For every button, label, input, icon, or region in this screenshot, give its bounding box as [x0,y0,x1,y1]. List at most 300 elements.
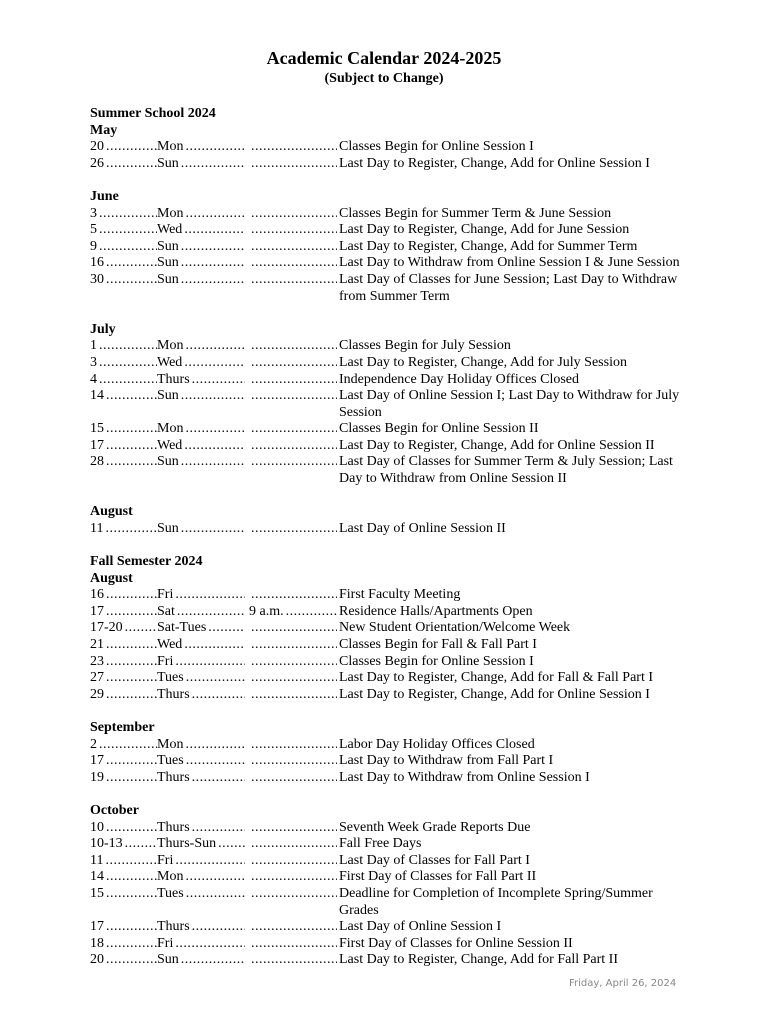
date-cell [90,272,157,289]
date-cell [90,919,157,936]
calendar-row [90,737,710,754]
dot-leader [251,737,337,754]
date-cell [90,853,157,870]
page-title: Academic Calendar 2024-2025 [266,48,502,68]
date: 16 [90,255,104,271]
date-cell [90,670,157,687]
dot-leader [106,753,157,770]
date: 5 [90,222,97,238]
dot-leader [99,206,157,223]
weekday-cell [157,820,245,837]
calendar-row [90,355,710,372]
dot-leader [106,770,157,787]
dot-leader [106,936,157,953]
weekday-cell [157,687,245,704]
date-cell [90,637,157,654]
event-description: Last Day to Register, Change, Add for Online Session I [339,686,650,702]
date: 11 [90,852,104,868]
calendar-body [90,106,710,969]
dot-leader [175,587,245,604]
calendar-row [90,206,710,223]
dot-leader [181,952,245,969]
time-cell [249,156,337,173]
month-heading: July [90,321,116,337]
time-cell [249,620,337,637]
month-heading: October [90,802,139,818]
month-heading: August [90,570,133,586]
calendar-row [90,853,710,870]
date: 2 [90,736,97,752]
dot-leader [251,421,337,438]
calendar-row [90,952,710,969]
weekday: Fri [157,653,174,669]
date-cell [90,604,157,621]
dot-leader [125,620,157,637]
event-description: Last Day to Withdraw from Online Session I [339,769,590,785]
time-cell [249,272,337,289]
time: 9 a.m. [249,603,284,619]
date-cell [90,156,157,173]
dot-leader [251,355,337,372]
time-cell [249,388,337,405]
calendar-row [90,421,710,438]
dot-leader [181,388,245,405]
dot-leader [175,936,245,953]
dot-leader [251,206,337,223]
weekday-cell [157,753,245,770]
dot-leader [251,587,337,604]
section-heading: Summer School 2024 [90,106,216,121]
dot-leader [185,421,245,438]
dot-leader [125,836,157,853]
dot-leader [218,836,245,853]
date: 3 [90,205,97,221]
dot-leader [184,637,245,654]
dot-leader [181,454,245,471]
time-cell [249,637,337,654]
dot-leader [251,637,337,654]
event-description: First Day of Classes for Fall Part II [339,869,537,885]
dot-leader [106,952,157,969]
event-description: Last Day to Register, Change, Add for Summer Term [339,238,638,254]
date-cell [90,206,157,223]
dot-leader [105,521,157,538]
event-description: Classes Begin for Online Session II [339,421,539,437]
dot-leader [106,587,157,604]
blank-line [90,703,710,720]
date: 15 [90,885,104,901]
dot-leader [186,670,245,687]
calendar-row [90,139,710,156]
weekday: Sat [157,603,175,619]
weekday: Thurs [157,371,190,387]
month-heading: June [90,188,119,204]
dot-leader [106,886,157,903]
dot-leader [175,853,245,870]
time-cell [249,206,337,223]
date: 29 [90,686,104,702]
weekday: Fri [157,852,174,868]
weekday-cell [157,869,245,886]
dot-leader [251,222,337,239]
date-cell [90,421,157,438]
dot-leader [251,670,337,687]
time-cell [249,587,337,604]
event-description: Classes Begin for Fall & Fall Part I [339,637,537,652]
date-cell [90,936,157,953]
event-description: Labor Day Holiday Offices Closed [339,736,535,752]
event-description: Seventh Week Grade Reports Due [339,819,531,835]
dot-leader [106,637,157,654]
weekday-cell [157,521,245,538]
date: 3 [90,354,97,370]
blank-line [90,172,710,189]
calendar-row [90,869,710,886]
time-cell [249,438,337,455]
time-cell [249,222,337,239]
dot-leader [106,272,157,289]
time-cell [249,654,337,671]
time-cell [249,239,337,256]
date-cell [90,886,157,903]
date-cell [90,454,157,471]
weekday: Tues [157,670,184,686]
weekday-cell [157,654,245,671]
calendar-row [90,587,710,604]
dot-leader [184,222,245,239]
date: 23 [90,653,104,669]
date-cell [90,222,157,239]
dot-leader [251,853,337,870]
weekday-cell [157,372,245,389]
event-description: Residence Halls/Apartments Open [339,603,533,619]
weekday: Tues [157,885,184,901]
date: 21 [90,637,104,652]
dot-leader [181,255,245,272]
weekday: Mon [157,421,184,437]
dot-leader [251,338,337,355]
date-cell [90,770,157,787]
date-cell [90,753,157,770]
dot-leader [106,421,157,438]
date-cell [90,654,157,671]
weekday-cell [157,620,245,637]
date-cell [90,687,157,704]
dot-leader [251,272,337,289]
weekday-cell [157,919,245,936]
date: 30 [90,271,104,287]
calendar-row [90,388,710,421]
date-cell [90,239,157,256]
dot-leader [251,936,337,953]
dot-leader [185,869,245,886]
time-cell [249,737,337,754]
date: 15 [90,421,104,437]
date-cell [90,836,157,853]
dot-leader [251,820,337,837]
dot-leader [251,620,337,637]
dot-leader [106,869,157,886]
weekday: Fri [157,587,174,603]
weekday-cell [157,587,245,604]
date: 10 [90,819,104,835]
section-heading: Fall Semester 2024 [90,554,203,570]
dot-leader [99,239,157,256]
date: 17 [90,753,104,769]
dot-leader [185,737,245,754]
weekday: Thurs [157,919,190,935]
time-cell [249,421,337,438]
blank-line [90,305,710,322]
weekday: Wed [157,222,183,238]
footer-date: Friday, April 26, 2024 [569,978,677,989]
weekday: Mon [157,736,184,752]
time-cell [249,886,337,903]
event-description: Last Day to Register, Change, Add for Fall & Fall Part I [339,670,654,686]
weekday-cell [157,272,245,289]
time-cell [249,139,337,156]
dot-leader [185,338,245,355]
event-description: New Student Orientation/Welcome Week [339,620,571,636]
date-cell [90,587,157,604]
dot-leader [251,239,337,256]
date: 10-13 [90,836,123,852]
weekday: Sun [157,238,179,254]
weekday-cell [157,836,245,853]
weekday-cell [157,454,245,471]
weekday-cell [157,239,245,256]
event-description: Last Day to Register, Change, Add for June Session [339,222,630,238]
calendar-row [90,222,710,239]
month-heading: September [90,719,155,735]
dot-leader [177,604,245,621]
calendar-row [90,687,710,704]
event-description: Classes Begin for Online Session I [339,653,534,669]
date: 17 [90,603,104,619]
weekday-cell [157,737,245,754]
date-cell [90,521,157,538]
dot-leader [106,156,157,173]
date: 27 [90,670,104,686]
dot-leader [106,820,157,837]
dot-leader [175,654,245,671]
calendar-row [90,770,710,787]
dot-leader [251,869,337,886]
event-description: Last Day to Withdraw from Online Session I & June Session [339,255,680,271]
dot-leader [185,206,245,223]
dot-leader [106,255,157,272]
event-description: Classes Begin for Online Session I [339,139,534,155]
weekday-cell [157,886,245,903]
event-description: Deadline for Completion of Incomplete Spring/Summer Grades [339,885,653,918]
dot-leader [251,952,337,969]
dot-leader [181,272,245,289]
date-cell [90,438,157,455]
date: 19 [90,769,104,785]
date: 14 [90,869,104,885]
calendar-row [90,886,710,919]
dot-leader [251,255,337,272]
event-description: Independence Day Holiday Offices Closed [339,371,579,387]
date: 20 [90,952,104,968]
weekday: Mon [157,869,184,885]
event-description: Last Day to Register, Change, Add for Fall Part II [339,952,618,968]
weekday: Fri [157,935,174,951]
calendar-row [90,604,710,621]
dot-leader [106,139,157,156]
dot-leader [106,438,157,455]
weekday: Mon [157,338,184,354]
dot-leader [99,355,157,372]
weekday: Sun [157,271,179,287]
date-cell [90,255,157,272]
weekday: Mon [157,139,184,155]
dot-leader [192,919,245,936]
dot-leader [181,521,245,538]
dot-leader [251,372,337,389]
date-cell [90,338,157,355]
date: 28 [90,454,104,470]
weekday-cell [157,952,245,969]
date: 14 [90,388,104,404]
weekday-cell [157,222,245,239]
weekday-cell [157,853,245,870]
weekday: Wed [157,637,183,652]
dot-leader [99,222,157,239]
dot-leader [251,919,337,936]
weekday-cell [157,355,245,372]
date-cell [90,139,157,156]
month-heading: May [90,122,118,138]
time-cell [249,836,337,853]
dot-leader [251,770,337,787]
page-subtitle: (Subject to Change) [324,71,444,86]
date-cell [90,820,157,837]
dot-leader [192,770,245,787]
time-cell [249,869,337,886]
time-cell [249,521,337,538]
date: 17 [90,919,104,935]
event-description: Last Day of Online Session I; Last Day to Withdraw for July Session [339,388,680,420]
calendar-row [90,620,710,637]
calendar-row [90,255,710,272]
dot-leader [181,156,245,173]
date-cell [90,388,157,405]
month-heading: August [90,504,133,520]
event-description: Last Day of Classes for June Session; Last Day to Withdraw from Summer Term [339,271,678,304]
event-description: First Day of Classes for Online Session II [339,935,573,951]
time-cell [249,753,337,770]
blank-line [90,488,710,505]
time-cell [249,820,337,837]
event-description: Last Day of Classes for Fall Part I [339,852,530,868]
weekday: Sat-Tues [157,620,207,636]
dot-leader [251,886,337,903]
dot-leader [192,820,245,837]
calendar-row [90,438,710,455]
date: 18 [90,935,104,951]
dot-leader [105,853,157,870]
date: 26 [90,155,104,171]
dot-leader [251,654,337,671]
dot-leader [99,372,157,389]
weekday-cell [157,438,245,455]
weekday: Wed [157,354,183,370]
dot-leader [251,438,337,455]
time-cell [249,919,337,936]
weekday-cell [157,139,245,156]
time-cell [249,372,337,389]
date: 1 [90,338,97,354]
time-cell [249,338,337,355]
calendar-row [90,272,710,305]
time-cell [249,853,337,870]
date-cell [90,952,157,969]
calendar-row [90,454,710,487]
event-description: First Faculty Meeting [339,587,461,603]
dot-leader [251,753,337,770]
weekday-cell [157,604,245,621]
dot-leader [181,239,245,256]
date: 16 [90,587,104,603]
weekday-cell [157,421,245,438]
dot-leader [251,139,337,156]
weekday-cell [157,255,245,272]
weekday: Thurs [157,819,190,835]
date-cell [90,355,157,372]
weekday-cell [157,770,245,787]
blank-line [90,786,710,803]
blank-line [90,537,710,554]
dot-leader [184,355,245,372]
time-cell [249,936,337,953]
calendar-row [90,936,710,953]
dot-leader [192,372,245,389]
dot-leader [186,886,245,903]
event-description: Last Day of Online Session I [339,919,502,935]
dot-leader [106,687,157,704]
time-cell [249,454,337,471]
time-cell [249,355,337,372]
weekday: Thurs [157,769,190,785]
weekday-cell [157,338,245,355]
calendar-row [90,239,710,256]
dot-leader [106,670,157,687]
weekday-cell [157,206,245,223]
time-cell [249,952,337,969]
event-description: Last Day to Register, Change, Add for Online Session I [339,155,650,171]
time-cell [249,770,337,787]
weekday: Sun [157,388,179,404]
event-description: Last Day to Register, Change, Add for July Session [339,354,627,370]
weekday: Sun [157,454,179,470]
weekday-cell [157,388,245,405]
event-description: Classes Begin for July Session [339,338,511,354]
date: 9 [90,238,97,254]
weekday: Wed [157,437,183,453]
date: 17-20 [90,620,123,636]
time-cell [249,687,337,704]
dot-leader [106,454,157,471]
weekday: Mon [157,205,184,221]
event-description: Last Day of Online Session II [339,520,506,536]
calendar-row [90,372,710,389]
date: 11 [90,520,104,536]
date: 4 [90,371,97,387]
dot-leader [251,388,337,405]
event-description: Last Day to Withdraw from Fall Part I [339,753,554,769]
date: 20 [90,139,104,155]
